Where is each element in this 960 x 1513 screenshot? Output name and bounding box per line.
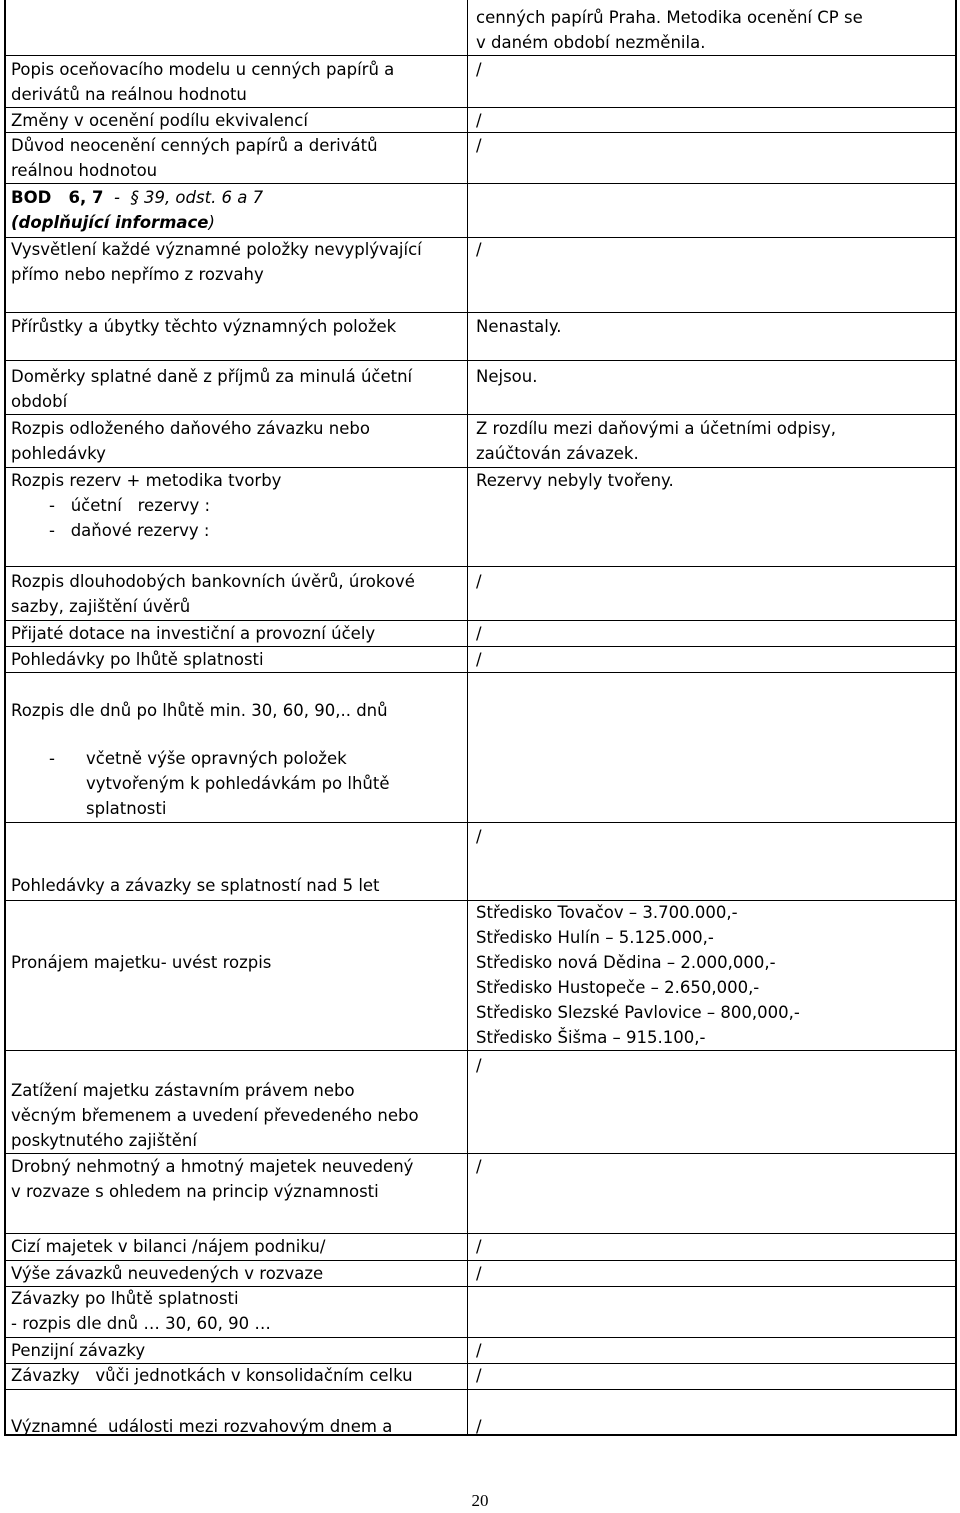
rental-item: Středisko nová Dědina – 2.000,000,- (476, 953, 776, 972)
row-label: Pohledávky po lhůtě splatnosti (11, 650, 264, 669)
rental-item: Středisko Šišma – 915.100,- (476, 1028, 706, 1047)
row-value: / (476, 572, 482, 591)
row-label: Rozpis rezerv + metodika tvorby (11, 471, 282, 490)
row-label: Významné události mezi rozvahovým dnem a (11, 1417, 393, 1436)
row-value: / (476, 1366, 482, 1385)
row-label: včetně výše opravných položek (86, 749, 347, 768)
rental-item: Středisko Hulín – 5.125.000,- (476, 928, 714, 947)
section-heading (11, 185, 263, 210)
row-label: splatnosti (86, 799, 167, 818)
row-label: Popis oceňovacího modelu u cenných papírů a (11, 60, 395, 79)
row-value: / (476, 1417, 482, 1436)
page-number: 20 (471, 1491, 489, 1510)
row-label: reálnou hodnotou (11, 161, 158, 180)
row-label: Rozpis dlouhodobých bankovních úvěrů, úrokové (11, 572, 415, 591)
row-label: Závazky po lhůtě splatnosti (11, 1289, 239, 1308)
row-sublabel: - daňové rezervy : (49, 521, 210, 540)
row-divider (467, 55, 957, 56)
row-divider (4, 822, 957, 823)
row-value: / (476, 136, 482, 155)
row-label: Důvod neocenění cenných papírů a derivátů (11, 136, 378, 155)
row-value: / (476, 1157, 482, 1176)
row-value: / (476, 1237, 482, 1256)
row-label: Pohledávky a závazky se splatností nad 5 let (11, 876, 380, 895)
section-subheading-paren: ) (208, 213, 215, 232)
row-value: zaúčtován závazek. (476, 444, 639, 463)
continued-text: v daném období nezměnila. (476, 33, 706, 52)
row-divider (4, 55, 467, 56)
row-divider (4, 360, 957, 361)
row-value: / (476, 240, 482, 259)
row-divider (4, 183, 957, 184)
row-label: pohledávky (11, 444, 106, 463)
row-label: - rozpis dle dnů … 30, 60, 90 … (11, 1314, 271, 1333)
rental-item: Středisko Slezské Pavlovice – 800,000,- (476, 1003, 800, 1022)
row-value: / (476, 624, 482, 643)
rental-item: Středisko Hustopeče – 2.650,000,- (476, 978, 760, 997)
row-label: Přijaté dotace na investiční a provozní účely (11, 624, 376, 643)
row-divider (4, 414, 957, 415)
section-heading-rest: - § 39, odst. 6 a 7 (103, 188, 264, 207)
row-label: Cizí majetek v bilanci /nájem podniku/ (11, 1237, 326, 1256)
row-label: v rozvaze s ohledem na princip významnosti (11, 1182, 379, 1201)
row-label: Vysvětlení každé významné položky nevyplývající (11, 240, 422, 259)
row-label: Výše závazků neuvedených v rozvaze (11, 1264, 324, 1283)
row-label: Penzijní závazky (11, 1341, 146, 1360)
row-label: vytvořeným k pohledávkám po lhůtě (86, 774, 390, 793)
row-value: Z rozdílu mezi daňovými a účetními odpisy, (476, 419, 837, 438)
rental-item: Středisko Tovačov – 3.700.000,- (476, 903, 738, 922)
row-label: Změny v ocenění podílu ekvivalencí (11, 111, 308, 130)
row-value: Rezervy nebyly tvořeny. (476, 471, 674, 490)
row-sublabel: - účetní rezervy : (49, 496, 211, 515)
column-divider (467, 0, 468, 1436)
row-label: Drobný nehmotný a hmotný majetek neuvedený (11, 1157, 414, 1176)
row-value: / (476, 1341, 482, 1360)
row-divider (4, 312, 957, 313)
row-label: Přírůstky a úbytky těchto významných položek (11, 317, 397, 336)
section-heading-bold: BOD 6, 7 (11, 188, 104, 207)
row-value: / (476, 827, 482, 846)
row-label: sazby, zajištění úvěrů (11, 597, 191, 616)
row-label: Doměrky splatné daně z příjmů za minulá účetní (11, 367, 413, 386)
row-value: Nejsou. (476, 367, 538, 386)
row-value: Nenastaly. (476, 317, 562, 336)
row-divider (4, 566, 957, 567)
section-subheading (11, 210, 215, 235)
row-label: přímo nebo nepřímo z rozvahy (11, 265, 264, 284)
row-label: derivátů na reálnou hodnotu (11, 85, 247, 104)
section-subheading-bold: (doplňující informace (11, 213, 209, 232)
row-value: / (476, 1056, 482, 1075)
row-dash: - (49, 749, 55, 768)
row-value: / (476, 650, 482, 669)
row-label: Zatížení majetku zástavním právem nebo (11, 1081, 355, 1100)
row-label: Závazky vůči jednotkách v konsolidačním celku (11, 1366, 413, 1385)
row-label: období (11, 392, 68, 411)
row-divider (4, 1389, 957, 1390)
row-value: / (476, 111, 482, 130)
continued-text: cenných papírů Praha. Metodika ocenění CP se (476, 8, 863, 27)
row-label: Rozpis dle dnů po lhůtě min. 30, 60, 90,.. dnů (11, 701, 388, 720)
row-label: Rozpis odloženého daňového závazku nebo (11, 419, 370, 438)
row-divider (4, 672, 957, 673)
row-label: poskytnutého zajištění (11, 1131, 197, 1150)
row-divider (4, 1050, 957, 1051)
row-value: / (476, 1264, 482, 1283)
row-value: / (476, 60, 482, 79)
row-label: Pronájem majetku- uvést rozpis (11, 953, 272, 972)
row-label: věcným břemenem a uvedení převedeného nebo (11, 1106, 419, 1125)
